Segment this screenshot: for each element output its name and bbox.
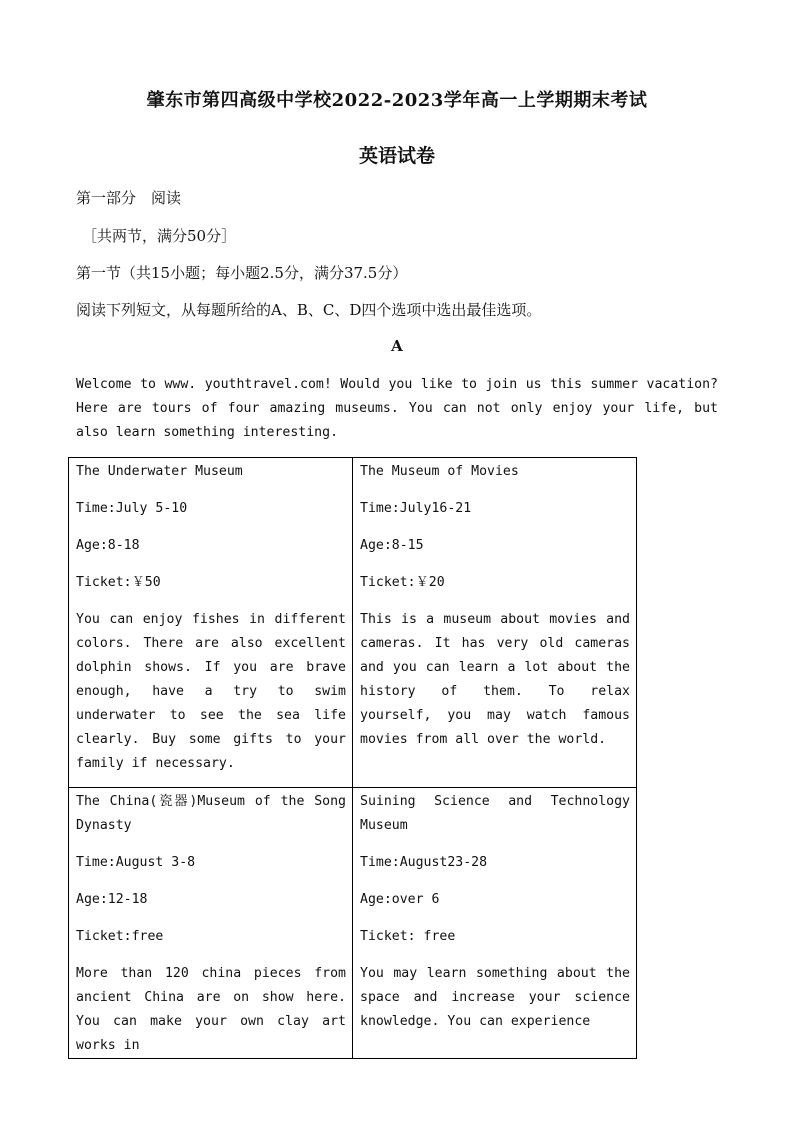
passage-label: A (391, 337, 403, 355)
museum-age: Age:8-18 (76, 538, 140, 553)
museum-name: The China(瓷器)Museum of the Song Dynasty (76, 794, 346, 833)
museum-age: Age:8-15 (360, 538, 424, 553)
part-note: ［共两节，满分50分］ (82, 227, 237, 245)
museum-table (68, 457, 637, 1059)
table-row (69, 788, 637, 1059)
passage-intro: Welcome to www. youthtravel.com! Would you like to join us this summer vacation? Here are tours of four amazing museums. You can not only enjoy your life, but also learn something interesting. (76, 377, 718, 440)
museum-time: Time:July16-21 (360, 501, 472, 516)
museum-description: You can enjoy fishes in different colors. There are also excellent dolphin shows. If you are brave enough, have a try to swim underwater to see the sea life clearly. Buy some gifts to your family if necessary. (76, 612, 346, 771)
museum-description: More than 120 china pieces from ancient China are on show here. You can make your own clay art works in (76, 966, 346, 1053)
section-heading: 第一节（共15小题；每小题2.5分，满分37.5分） (76, 264, 408, 282)
museum-cell (353, 458, 637, 788)
museum-ticket: Ticket:free (76, 929, 164, 944)
table-row (69, 458, 637, 788)
museum-age: Age:over 6 (360, 892, 440, 907)
museum-name: The Underwater Museum (76, 464, 243, 479)
part-heading: 第一部分 阅读 (76, 189, 182, 207)
museum-time: Time:August 3-8 (76, 855, 196, 870)
exam-title: 肇东市第四高级中学校2022-2023学年高一上学期期末考试 (146, 90, 648, 111)
museum-ticket: Ticket:￥20 (360, 575, 445, 590)
museum-age: Age:12-18 (76, 892, 148, 907)
museum-time: Time:July 5-10 (76, 501, 188, 516)
instruction-text: 阅读下列短文，从每题所给的A、B、C、D四个选项中选出最佳选项。 (76, 301, 542, 319)
museum-name: The Museum of Movies (360, 464, 519, 479)
museum-ticket: Ticket: free (360, 929, 456, 944)
museum-description: You may learn something about the space and increase your science knowledge. You can experience (360, 966, 630, 1029)
museum-description: This is a museum about movies and cameras. It has very old cameras and you can learn a lot about the history of them. To relax yourself, you may watch famous movies from all over the world. (360, 612, 630, 747)
museum-time: Time:August23-28 (360, 855, 488, 870)
museum-cell (69, 458, 353, 788)
museum-cell (353, 788, 637, 1059)
exam-subtitle: 英语试卷 (358, 145, 435, 167)
museum-cell (69, 788, 353, 1059)
museum-ticket: Ticket:￥50 (76, 575, 161, 590)
museum-name: Suining Science and Technology Museum (360, 794, 630, 833)
